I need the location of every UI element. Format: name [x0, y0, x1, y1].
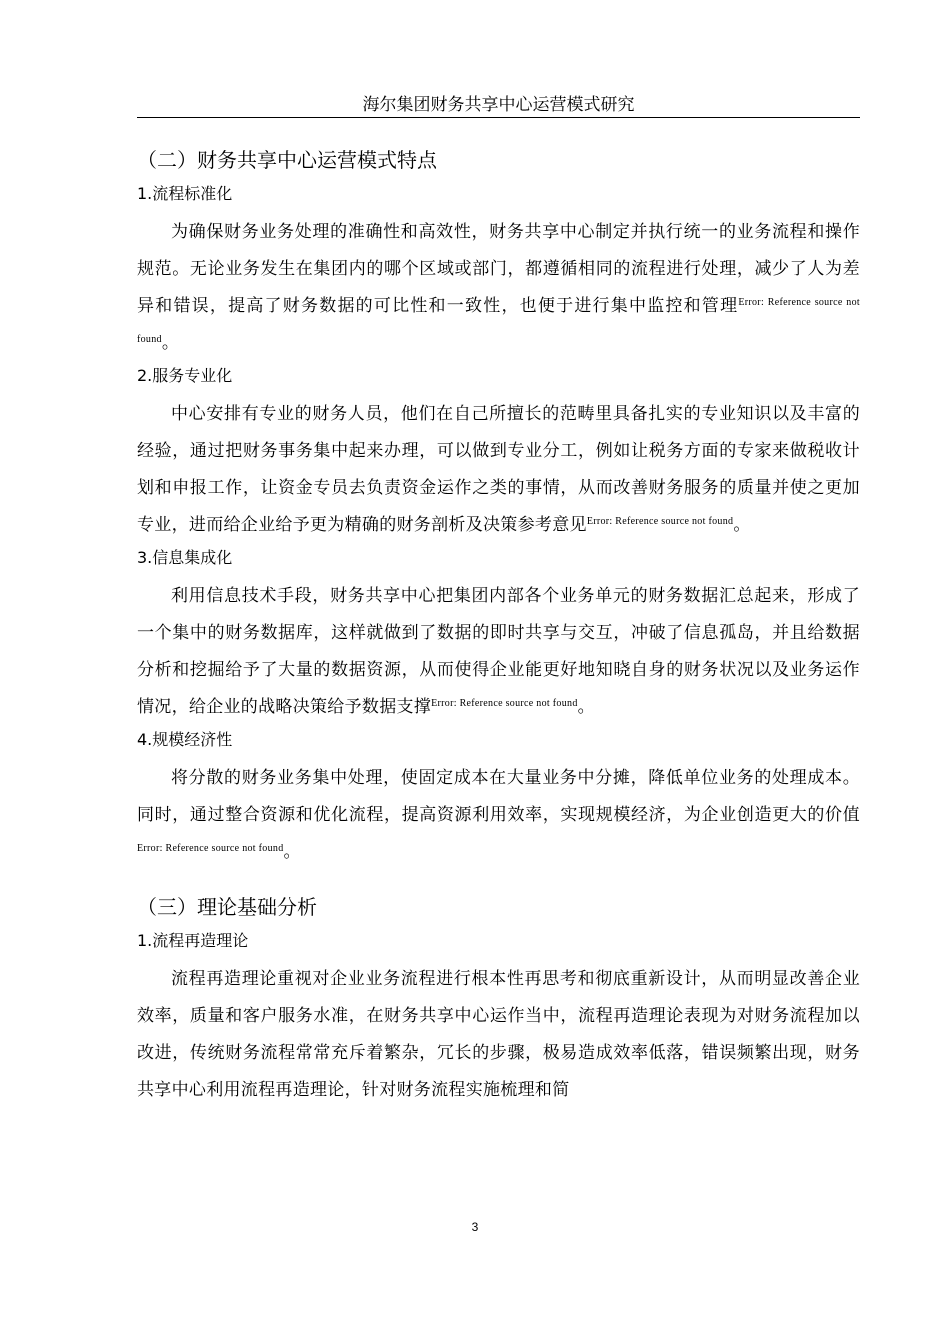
subsection-title: 2.服务专业化: [137, 366, 233, 385]
paragraph-end: 。: [577, 697, 595, 717]
paragraph: [137, 214, 860, 362]
paragraph: [137, 760, 860, 871]
paragraph-end: 。: [161, 333, 180, 353]
subsection-title: 1.流程再造理论: [137, 931, 249, 950]
reference-error: Error: Reference source not found: [586, 516, 734, 527]
reference-error: Error: Reference source not found: [137, 297, 860, 345]
subsection-title: 4.规模经济性: [137, 730, 233, 749]
header-title: 海尔集团财务共享中心运营模式研究: [362, 95, 635, 115]
reference-error: Error: Reference source not found: [431, 698, 578, 709]
page-number: 3: [471, 1220, 479, 1234]
paragraph-text: 利用信息技术手段，财务共享中心把集团内部各个业务单元的财务数据汇总起来，形成了一个集中的财务数据库，这样就做到了数据的即时共享与交互，冲破了信息孤岛，并且给数据分析和挖掘给予了大量的数据资源，从而使得企业能更好地知晓自身的财务状况以及业务运作情况，给企业的战略决策给予数据支撑: [137, 586, 860, 717]
section-title: （二）财务共享中心运营模式特点: [137, 148, 437, 172]
paragraph-end: 。: [733, 515, 751, 535]
paragraph-text: 为确保财务业务处理的准确性和高效性，财务共享中心制定并执行统一的业务流程和操作规范。无论业务发生在集团内的哪个区域或部门，都遵循相同的流程进行处理，减少了人为差异和错误，提高了财务数据的可比性和一致性，也便于进行集中监控和管理: [137, 222, 860, 316]
paragraph-text: 中心安排有专业的财务人员，他们在自己所擅长的范畴里具备扎实的专业知识以及丰富的经验，通过把财务事务集中起来办理，可以做到专业分工，例如让税务方面的专家来做税收计划和申报工作，让资金专员去负责资金运作之类的事情，从而改善财务服务的质量并使之更加专业，进而给企业给予更为精确的财务剖析及决策参考意见: [137, 404, 860, 535]
document-body: [137, 142, 860, 1109]
subsection-title: 3.信息集成化: [137, 548, 233, 567]
paragraph-text: 将分散的财务业务集中处理，使固定成本在大量业务中分摊，降低单位业务的处理成本。同时，通过整合资源和优化流程，提高资源利用效率，实现规模经济，为企业创造更大的价值: [137, 768, 860, 825]
paragraph: [137, 961, 860, 1109]
reference-error: Error: Reference source not found: [137, 843, 284, 854]
paragraph-text: 流程再造理论重视对企业业务流程进行根本性再思考和彻底重新设计，从而明显改善企业效率，质量和客户服务水准，在财务共享中心运作当中，流程再造理论表现为对财务流程加以改进，传统财务流程常常充斥着繁杂，冗长的步骤，极易造成效率低落，错误频繁出现，财务共享中心利用流程再造理论，针对财务流程实施梳理和简: [137, 969, 860, 1100]
paragraph: [137, 578, 860, 726]
paragraph: [137, 396, 860, 544]
header-divider: [137, 117, 860, 118]
paragraph-end: 。: [283, 842, 301, 862]
subsection-title: 1.流程标准化: [137, 184, 233, 203]
section-title: （三）理论基础分析: [137, 895, 317, 919]
